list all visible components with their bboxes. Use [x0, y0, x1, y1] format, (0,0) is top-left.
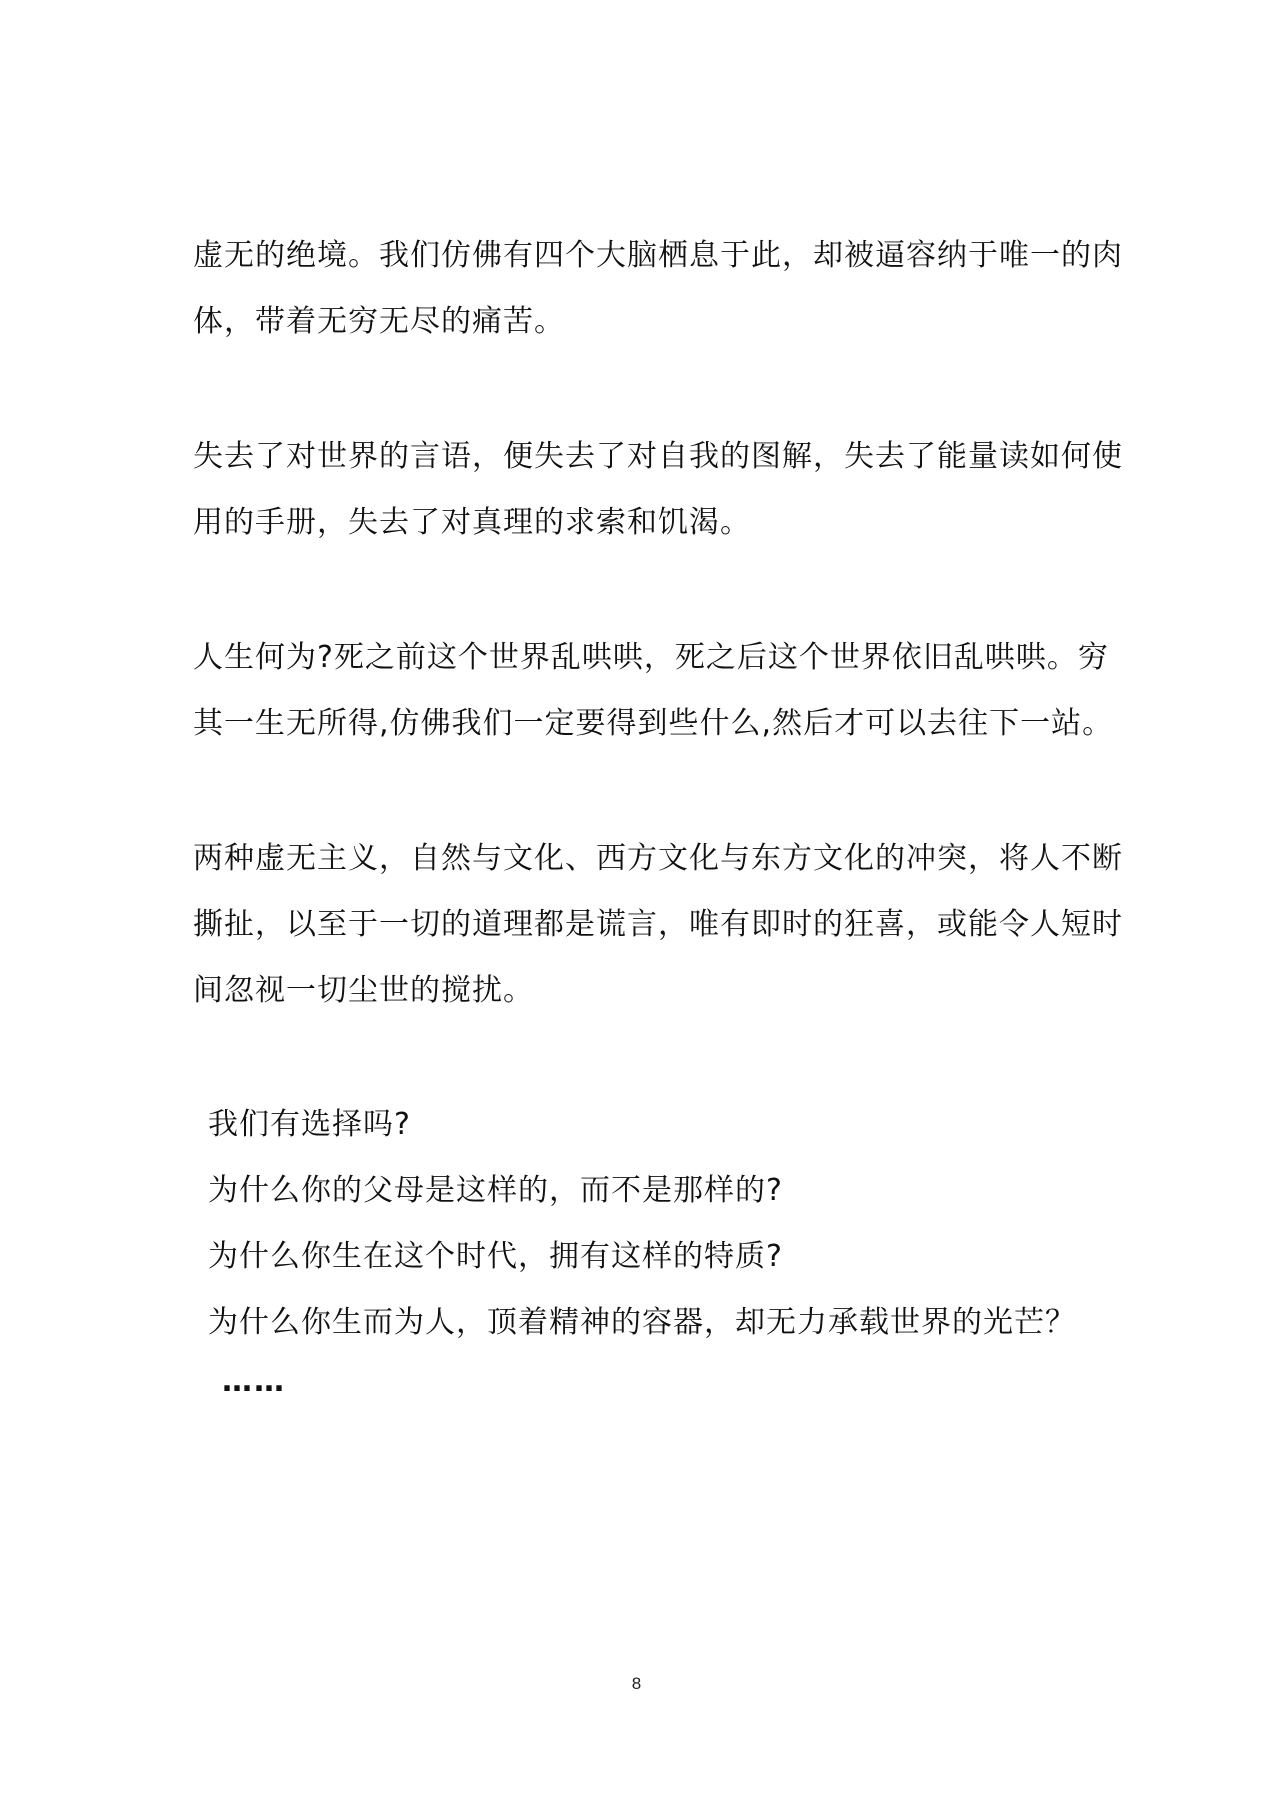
page-number: 8	[631, 1674, 642, 1693]
paragraph-1-line-1: 虚无的绝境。我们仿佛有四个大脑栖息于此，却被逼容纳于唯一的肉	[193, 238, 1123, 273]
question-1: 我们有选择吗?	[208, 1107, 411, 1142]
question-2: 为什么你的父母是这样的，而不是那样的?	[208, 1173, 783, 1208]
paragraph-1-line-2: 体，带着无穷无尽的痛苦。	[193, 304, 565, 339]
paragraph-3-line-2: 其一生无所得,仿佛我们一定要得到些什么,然后才可以去往下一站。	[193, 706, 1114, 741]
paragraph-3-line-1: 人生何为?死之前这个世界乱哄哄，死之后这个世界依旧乱哄哄。穷	[193, 640, 1109, 675]
question-4: 为什么你生而为人，顶着精神的容器，却无力承载世界的光芒？	[208, 1305, 1076, 1340]
ellipsis: ……	[222, 1364, 286, 1399]
question-3: 为什么你生在这个时代，拥有这样的特质?	[208, 1239, 783, 1274]
paragraph-2-line-1: 失去了对世界的言语，便失去了对自我的图解，失去了能量读如何使	[193, 439, 1123, 474]
paragraph-4-line-3: 间忽视一切尘世的搅扰。	[193, 973, 534, 1008]
paragraph-4-line-1: 两种虚无主义，自然与文化、西方文化与东方文化的冲突，将人不断	[193, 841, 1123, 876]
paragraph-2-line-2: 用的手册，失去了对真理的求索和饥渴。	[193, 505, 751, 540]
paragraph-4-line-2: 撕扯，以至于一切的道理都是谎言，唯有即时的狂喜，或能令人短时	[193, 907, 1123, 942]
